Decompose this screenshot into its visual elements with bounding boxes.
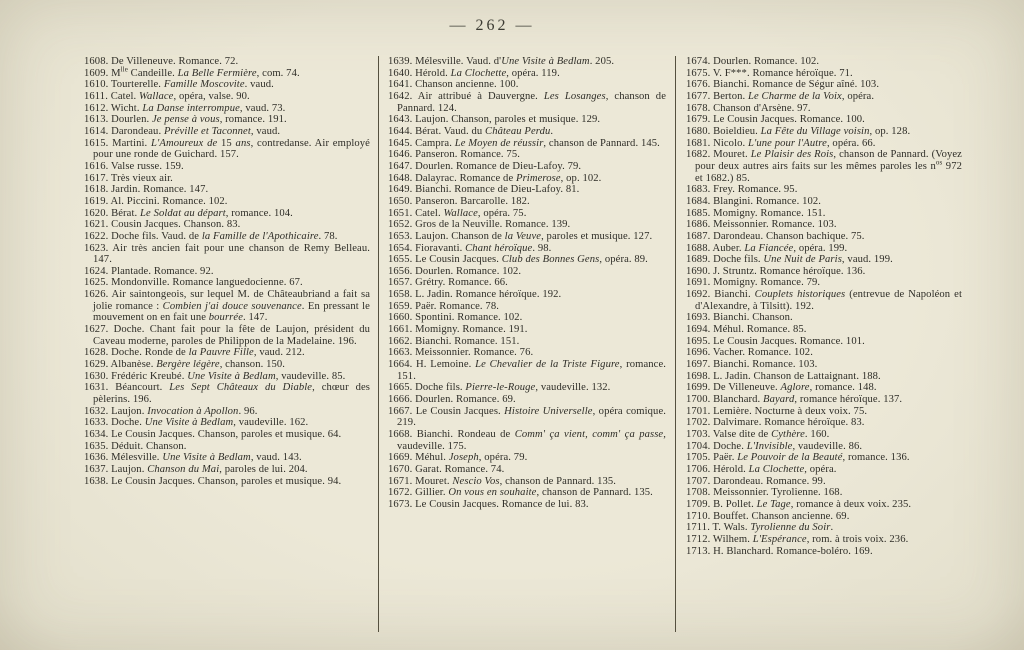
catalog-entry: 1646. Panseron. Romance. 75. — [388, 149, 520, 161]
catalog-entry: 1625. Mondonville. Romance languedocienne. 67. — [84, 277, 303, 289]
catalog-entry: 1667. Le Cousin Jacques. Histoire Universelle, opéra comique. 219. — [388, 405, 666, 429]
catalog-entry: 1687. Darondeau. Chanson bachique. 75. — [686, 230, 865, 242]
catalog-entry: 1663. Meissonnier. Romance. 76. — [388, 347, 534, 359]
catalog-entry: 1634. Le Cousin Jacques. Chanson, paroles et musique. 64. — [84, 429, 342, 440]
catalog-entry: 1710. Bouffet. Chanson ancienne. 69. — [686, 510, 850, 522]
catalog-entry: 1647. Dourlen. Romance de Dieu-Lafoy. 79. — [388, 160, 582, 172]
catalog-entry: 1697. Bianchi. Romance. 103. — [686, 359, 818, 371]
catalog-entry: 1683. Frey. Romance. 95. — [686, 184, 798, 196]
catalog-entry: 1636. Mélesville. Une Visite à Bedlam, vaud. 143. — [84, 452, 302, 464]
catalog-entry: 1709. B. Pollet. Le Tage, romance à deux voix. 235. — [686, 498, 912, 510]
catalog-entry: 1713. H. Blanchard. Romance-boléro. 169. — [686, 545, 873, 557]
catalog-entry: 1673. Le Cousin Jacques. Romance de lui. 83. — [388, 498, 589, 510]
catalog-entry: 1698. L. Jadin. Chanson de Lattaignant. 188. — [686, 370, 881, 382]
catalog-entry: 1614. Darondeau. Préville et Taconnet, vaud. — [84, 125, 281, 137]
catalog-entry: 1619. Al. Piccini. Romance. 102. — [84, 195, 228, 207]
catalog-entry: 1708. Meissonnier. Tyrolienne. 168. — [686, 487, 843, 499]
catalog-entry: 1659. Paër. Romance. 78. — [388, 300, 499, 312]
catalog-entry: 1632. Laujon. Invocation à Apollon. 96. — [84, 405, 258, 417]
catalog-entry: 1675. V. F***. Romance héroïque. 71. — [686, 67, 853, 79]
catalog-entry: 1693. Bianchi. Chanson. — [686, 312, 793, 324]
catalog-entry: 1613. Dourlen. Je pense à vous, romance. 191. — [84, 114, 287, 126]
catalog-entry: 1661. Momigny. Romance. 191. — [388, 324, 528, 336]
catalog-entry: 1668. Bianchi. Rondeau de Comm' ça vient, comm' ça passe, vaudeville. 175. — [388, 429, 666, 452]
catalog-entry: 1707. Darondeau. Romance. 99. — [686, 475, 826, 487]
catalog-entry: 1609. $M^{lle}$ Candeille. La Belle Fermière, com. 74. — [84, 65, 300, 79]
catalog-entry: 1711. T. Wals. Tyrolienne du Soir. — [686, 522, 834, 534]
catalog-entry: 1688. Auber. La Fiancée, opéra. 199. — [686, 242, 848, 254]
catalog-entry: 1652. Gros de la Neuville. Romance. 139. — [388, 219, 571, 231]
catalog-entry: 1677. Berton. Le Charme de la Voix, opéra. — [686, 90, 875, 102]
catalog-entry: 1701. Lemière. Nocturne à deux voix. 75. — [686, 405, 868, 417]
catalog-entry: 1660. Spontini. Romance. 102. — [388, 312, 523, 324]
catalog-entry: 1608. De Villeneuve. Romance. 72. — [84, 56, 239, 67]
catalog-entry: 1704. Doche. L'Invisible, vaudeville. 86. — [686, 440, 863, 452]
catalog-entry: 1611. Catel. Wallace, opéra, valse. 90. — [84, 90, 250, 102]
catalog-entry: 1631. Béancourt. Les Sept Châteaux du Diable, chœur des pèlerins. 196. — [84, 382, 370, 406]
catalog-entry: 1635. Déduit. Chanson. — [84, 440, 187, 452]
catalog-entry: 1706. Hérold. La Clochette, opéra. — [686, 463, 837, 475]
catalog-entry: 1656. Dourlen. Romance. 102. — [388, 265, 522, 277]
catalog-entry: 1712. Wilhem. L'Espérance, rom. à trois voix. 236. — [686, 533, 909, 545]
page-number: — 262 — — [449, 17, 535, 34]
catalog-entry: 1622. Doche fils. Vaud. de la Famille de l'Apothicaire. 78. — [84, 230, 338, 242]
catalog-entry: 1674. Dourlen. Romance. 102. — [686, 56, 820, 67]
catalog-entry: 1623. Air très ancien fait pour une chanson de Remy Belleau. 147. — [84, 242, 370, 266]
catalog-entry: 1648. Dalayrac. Romance de Primerose, op. 102. — [388, 172, 602, 184]
column-3 — [676, 56, 962, 630]
catalog-entry: 1695. Le Cousin Jacques. Romance. 101. — [686, 335, 865, 347]
catalog-entry: 1691. Momigny. Romance. 79. — [686, 277, 821, 289]
catalog-entry: 1681. Nicolo. L'une pour l'Autre, opéra. 66. — [686, 137, 876, 149]
catalog-entry: 1685. Momigny. Romance. 151. — [686, 207, 826, 219]
catalog-entry: 1679. Le Cousin Jacques. Romance. 100. — [686, 114, 865, 126]
catalog-entry: 1680. Boieldieu. La Fête du Village voisin, op. 128. — [686, 125, 911, 137]
catalog-entry: 1627. Doche. Chant fait pour la fête de Laujon, président du Caveau moderne, paroles de Philippon de la Madelaine. 196. — [84, 324, 370, 347]
catalog-entry: 1653. Laujon. Chanson de la Veuve, paroles et musique. 127. — [388, 230, 653, 242]
column-1 — [84, 56, 378, 630]
catalog-entry: 1678. Chanson d'Arsène. 97. — [686, 102, 811, 114]
catalog-entry: 1641. Chanson ancienne. 100. — [388, 79, 519, 91]
catalog-entry: 1682. Mouret. Le Plaisir des Rois, chanson de Pannard. (Voyez pour deux autres airs faits sur les mêmes paroles les $n^{os}$ 972 et 1682.) 85. — [686, 149, 963, 184]
catalog-entry: 1616. Valse russe. 159. — [84, 160, 184, 172]
catalog-entry: 1620. Bérat. Le Soldat au départ, romance. 104. — [84, 207, 293, 219]
catalog-entry: 1639. Mélesville. Vaud. d'Une Visite à Bedlam. 205. — [388, 56, 615, 67]
catalog-entry: 1633. Doche. Une Visite à Bedlam, vaudeville. 162. — [84, 417, 309, 429]
catalog-entry: 1637. Laujon. Chanson du Mai, paroles de lui. 204. — [84, 463, 308, 475]
catalog-entry: 1628. Doche. Ronde de la Pauvre Fille, vaud. 212. — [84, 347, 305, 359]
catalog-entry: 1621. Cousin Jacques. Chanson. 83. — [84, 219, 241, 231]
catalog-entry: 1670. Garat. Romance. 74. — [388, 463, 505, 475]
catalog-entry: 1618. Jardin. Romance. 147. — [84, 184, 209, 196]
catalog-entry: 1630. Frédéric Kreubé. Une Visite à Bedlam, vaudeville. 85. — [84, 370, 346, 382]
catalog-entry: 1658. L. Jadin. Romance héroïque. 192. — [388, 289, 562, 301]
catalog-entry: 1684. Blangini. Romance. 102. — [686, 195, 822, 207]
catalog-entry: 1615. Martini. L'Amoureux de 15 ans, contredanse. Air employé pour une ronde de Guichard. 157. — [84, 137, 370, 161]
catalog-entry: 1629. Albanèse. Bergère légère, chanson. 150. — [84, 359, 286, 371]
column-2 — [379, 56, 675, 630]
catalog-entry: 1624. Plantade. Romance. 92. — [84, 265, 214, 277]
catalog-entry: 1638. Le Cousin Jacques. Chanson, paroles et musique. 94. — [84, 475, 342, 487]
catalog-entry: 1610. Tourterelle. Famille Moscovite. vaud. — [84, 79, 274, 91]
catalog-entry: 1672. Gillier. On vous en souhaite, chanson de Pannard. 135. — [388, 487, 653, 499]
catalog-entry: 1655. Le Cousin Jacques. Club des Bonnes Gens, opéra. 89. — [388, 254, 648, 266]
catalog-entry: 1657. Grétry. Romance. 66. — [388, 277, 508, 289]
catalog-entry: 1626. Air saintongeois, sur lequel M. de Châteaubriand a fait sa jolie romance : Combien j'ai douce souvenance. En pressant le mouvement on en fait une bourrée. 147. — [84, 289, 370, 324]
catalog-columns — [84, 56, 962, 630]
catalog-entry: 1702. Dalvimare. Romance héroïque. 83. — [686, 417, 865, 429]
catalog-entry: 1689. Doche fils. Une Nuit de Paris, vaud. 199. — [686, 254, 893, 266]
catalog-entry: 1699. De Villeneuve. Aglore, romance. 148. — [686, 382, 877, 394]
catalog-entry: 1642. Air attribué à Dauvergne. Les Losanges, chanson de Pannard. 124. — [388, 90, 666, 114]
catalog-entry: 1692. Bianchi. Couplets historiques (entrevue de Napoléon et d'Alexandre, à Tilsitt). 192. — [686, 289, 963, 312]
catalog-entry: 1676. Bianchi. Romance de Ségur aîné. 103. — [686, 79, 880, 91]
catalog-entry: 1686. Meissonnier. Romance. 103. — [686, 219, 837, 231]
catalog-entry: 1644. Bérat. Vaud. du Château Perdu. — [388, 125, 554, 137]
catalog-entry: 1654. Fioravanti. Chant héroïque. 98. — [388, 242, 552, 254]
catalog-entry: 1612. Wicht. La Danse interrompue, vaud. 73. — [84, 102, 286, 114]
catalog-entry: 1650. Panseron. Barcarolle. 182. — [388, 195, 530, 207]
catalog-entry: 1705. Paër. Le Pouvoir de la Beauté, romance. 136. — [686, 452, 910, 464]
catalog-entry: 1640. Hérold. La Clochette, opéra. 119. — [388, 67, 560, 79]
catalog-entry: 1651. Catel. Wallace, opéra. 75. — [388, 207, 527, 219]
catalog-entry: 1694. Méhul. Romance. 85. — [686, 324, 807, 336]
catalog-entry: 1700. Blanchard. Bayard, romance héroïque. 137. — [686, 394, 903, 406]
catalog-entry: 1703. Valse dite de Cythère. 160. — [686, 429, 830, 440]
catalog-entry: 1664. H. Lemoine. Le Chevalier de la Triste Figure, romance. 151. — [388, 359, 666, 382]
catalog-entry: 1669. Méhul. Joseph, opéra. 79. — [388, 452, 528, 464]
catalog-entry: 1643. Laujon. Chanson, paroles et musique. 129. — [388, 114, 601, 126]
catalog-entry: 1671. Mouret. Nescio Vos, chanson de Pannard. 135. — [388, 475, 617, 487]
catalog-entry: 1645. Campra. Le Moyen de réussir, chanson de Pannard. 145. — [388, 137, 660, 149]
catalog-entry: 1690. J. Struntz. Romance héroïque. 136. — [686, 265, 866, 277]
catalog-entry: 1649. Bianchi. Romance de Dieu-Lafoy. 81. — [388, 184, 580, 196]
catalog-entry: 1665. Doche fils. Pierre-le-Rouge, vaudeville. 132. — [388, 382, 611, 394]
catalog-entry: 1666. Dourlen. Romance. 69. — [388, 394, 516, 406]
catalog-entry: 1617. Très vieux air. — [84, 172, 173, 184]
catalog-entry: 1696. Vacher. Romance. 102. — [686, 347, 813, 359]
catalog-entry: 1662. Bianchi. Romance. 151. — [388, 335, 520, 347]
